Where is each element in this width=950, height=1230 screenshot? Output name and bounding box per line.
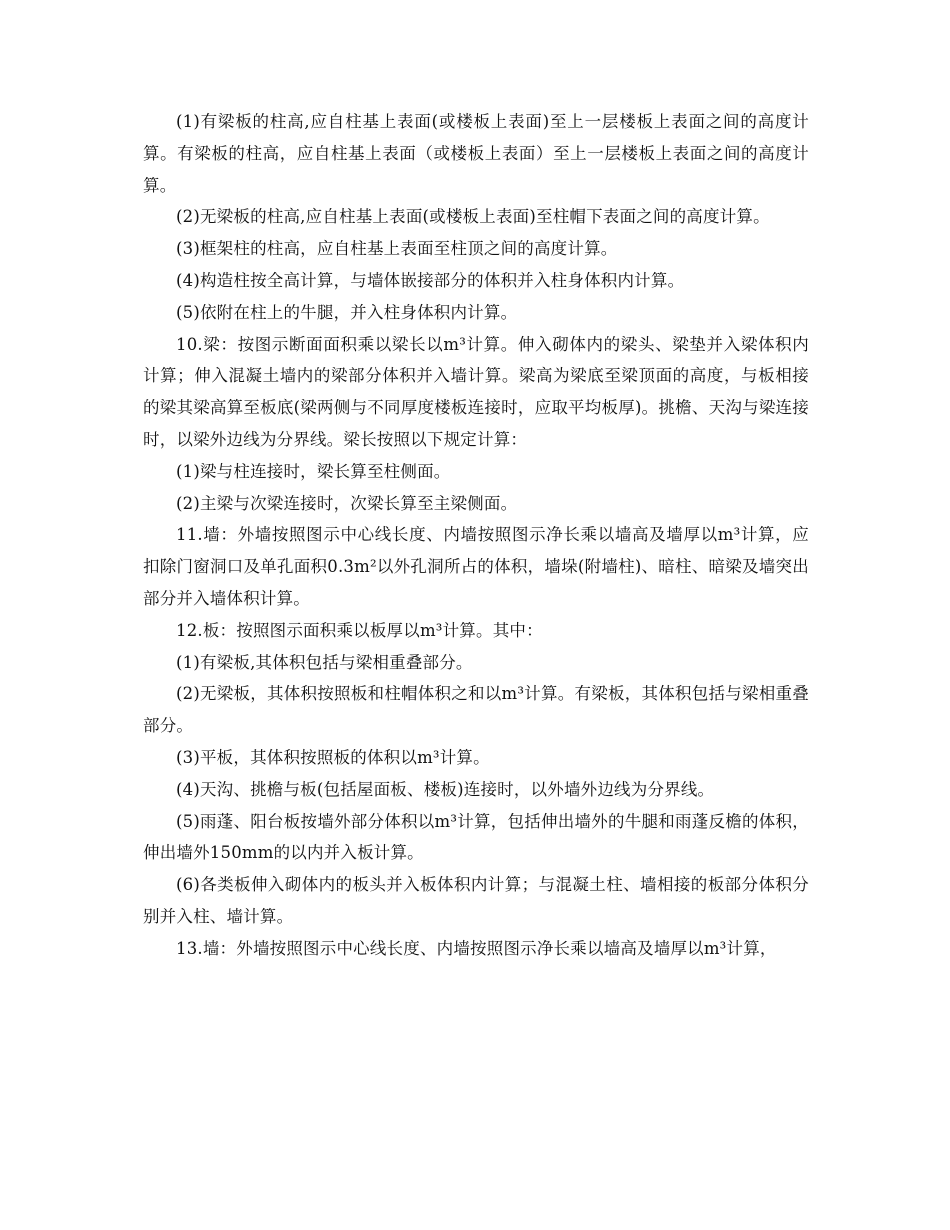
paragraph-section-13-wall: 13.墙：外墙按照图示中心线长度、内墙按照图示净长乘以墙高及墙厚以m³计算， xyxy=(176,938,777,958)
document-page xyxy=(143,106,809,965)
paragraph-beam-slab: (1)有梁板,其体积包括与梁相重叠部分。 xyxy=(176,652,473,672)
paragraph-main-secondary-beam: (2)主梁与次梁连接时，次梁长算至主梁侧面。 xyxy=(176,493,518,513)
paragraph-beam-column-connection: (1)梁与柱连接时，梁长算至柱侧面。 xyxy=(176,461,451,481)
paragraph-column-height-beam-slab: (1)有梁板的柱高,应自柱基上表面(或楼板上表面)至上一层楼板上表面之间的高度计算。有梁板的柱高，应自柱基上表面（或楼板上表面）至上一层楼板上表面之间的高度计算。 xyxy=(143,112,809,195)
paragraph-gutter-eave: (4)天沟、挑檐与板(包括屋面板、楼板)连接时，以外墙外边线为分界线。 xyxy=(176,779,715,799)
paragraph-section-10-beam: 10.梁：按图示断面面积乘以梁长以m³计算。伸入砌体内的梁头、梁垫并入梁体积内计算；伸入混凝土墙内的梁部分体积并入墙计算。梁高为梁底至梁顶面的高度，与板相接的梁其梁高算至板底(梁两侧与不同厚度楼板连接时，应取平均板厚)。挑檐、天沟与梁连接时，以梁外边线为分界线。梁长按照以下规定计算： xyxy=(143,334,809,449)
paragraph-plain-slab: (3)平板，其体积按照板的体积以m³计算。 xyxy=(176,747,490,767)
paragraph-slab-end: (6)各类板伸入砌体内的板头并入板体积内计算；与混凝土柱、墙相接的板部分体积分别并入柱、墙计算。 xyxy=(143,875,809,926)
paragraph-frame-column-height: (3)框架柱的柱高，应自柱基上表面至柱顶之间的高度计算。 xyxy=(176,239,618,259)
paragraph-column-height-flat-slab: (2)无梁板的柱高,应自柱基上表面(或楼板上表面)至柱帽下表面之间的高度计算。 xyxy=(176,207,770,227)
paragraph-section-12-slab: 12.板：按照图示面积乘以板厚以m³计算。其中： xyxy=(176,620,543,640)
paragraph-flat-slab: (2)无梁板，其体积按照板和柱帽体积之和以m³计算。有梁板，其体积包括与梁相重叠部分。 xyxy=(143,684,809,736)
paragraph-section-11-wall: 11.墙：外墙按照图示中心线长度、内墙按照图示净长乘以墙高及墙厚以m³计算，应扣除门窗洞口及单孔面积0.3m²以外孔洞所占的体积，墙垛(附墙柱)、暗柱、暗梁及墙突出部分并入墙体积计算。 xyxy=(143,525,809,608)
paragraph-canopy-balcony: (5)雨蓬、阳台板按墙外部分体积以m³计算，包括伸出墙外的牛腿和雨蓬反檐的体积，伸出墙外150mm的以内并入板计算。 xyxy=(143,811,809,863)
paragraph-structural-column: (4)构造柱按全高计算，与墙体嵌接部分的体积并入柱身体积内计算。 xyxy=(176,270,685,290)
paragraph-corbel: (5)依附在柱上的牛腿，并入柱身体积内计算。 xyxy=(176,302,518,322)
